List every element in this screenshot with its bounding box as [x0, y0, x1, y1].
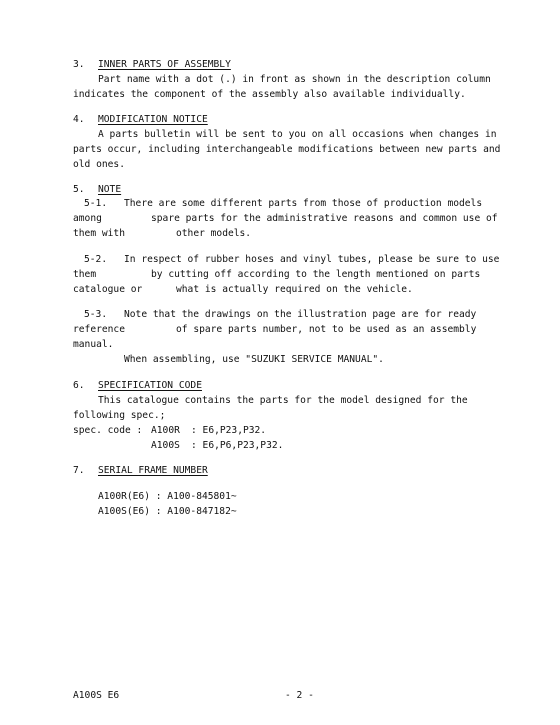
note-5-3-text-4: When assembling, use "SUZUKI SERVICE MANUAL". — [124, 354, 384, 365]
section-4-text-3: old ones. — [73, 159, 125, 170]
note-5-1-text-3b: other models. — [176, 228, 252, 239]
note-5-1-number: 5-1. — [84, 198, 108, 209]
section-5-number: 5. — [73, 184, 85, 195]
note-5-3-text-2a: reference — [73, 324, 125, 335]
section-7-number: 7. — [73, 465, 85, 476]
section-3-text-2: indicates the component of the assembly also available individually. — [73, 89, 466, 100]
serial-row-2: A100S(E6) : A100-847182~ — [98, 506, 237, 517]
footer-model: A100S E6 — [73, 690, 120, 701]
spec-2-codes: : E6,P6,P23,P32. — [191, 440, 284, 451]
note-5-2-text-1: In respect of rubber hoses and vinyl tubes, please be sure to use — [124, 254, 500, 265]
section-4-number: 4. — [73, 114, 85, 125]
note-5-1-text-3a: them with — [73, 228, 125, 239]
section-3-number: 3. — [73, 59, 85, 70]
section-3-title: INNER PARTS OF ASSEMBLY — [98, 59, 231, 70]
note-5-3-text-1: Note that the drawings on the illustration page are for ready — [124, 309, 477, 320]
note-5-2-text-3b: what is actually required on the vehicle. — [176, 284, 413, 295]
note-5-3-number: 5-3. — [84, 309, 108, 320]
section-6-number: 6. — [73, 380, 85, 391]
note-5-2-text-3a: catalogue or — [73, 284, 143, 295]
section-3-text-1: Part name with a dot (.) in front as shown in the description column — [98, 74, 491, 85]
note-5-2-text-2a: them — [73, 269, 97, 280]
note-5-1-text-2b: spare parts for the administrative reasons and common use of — [151, 213, 498, 224]
spec-code-label: spec. code : — [73, 425, 143, 436]
serial-row-1: A100R(E6) : A100-845801~ — [98, 491, 237, 502]
spec-1-model: A100R — [151, 425, 180, 436]
note-5-2-text-2b: by cutting off according to the length mentioned on parts — [151, 269, 481, 280]
note-5-1-text-2a: among — [73, 213, 102, 224]
section-4-text-1: A parts bulletin will be sent to you on all occasions when changes in — [98, 129, 497, 140]
note-5-3-text-2b: of spare parts number, not to be used as an assembly — [176, 324, 477, 335]
spec-2-model: A100S — [151, 440, 180, 451]
section-7-title: SERIAL FRAME NUMBER — [98, 465, 208, 476]
section-6-text-2: following spec.; — [73, 410, 166, 421]
footer-page-number: - 2 - — [285, 690, 314, 701]
note-5-2-number: 5-2. — [84, 254, 108, 265]
section-4-text-2: parts occur, including interchangeable modifications between new parts and — [73, 144, 501, 155]
section-6-text-1: This catalogue contains the parts for the model designed for the — [98, 395, 468, 406]
spec-1-codes: : E6,P23,P32. — [191, 425, 267, 436]
note-5-1-text-1: There are some different parts from those of production models — [124, 198, 483, 209]
note-5-3-text-3: manual. — [73, 339, 114, 350]
section-5-title: NOTE — [98, 184, 122, 195]
section-6-title: SPECIFICATION CODE — [98, 380, 202, 391]
section-4-title: MODIFICATION NOTICE — [98, 114, 208, 125]
